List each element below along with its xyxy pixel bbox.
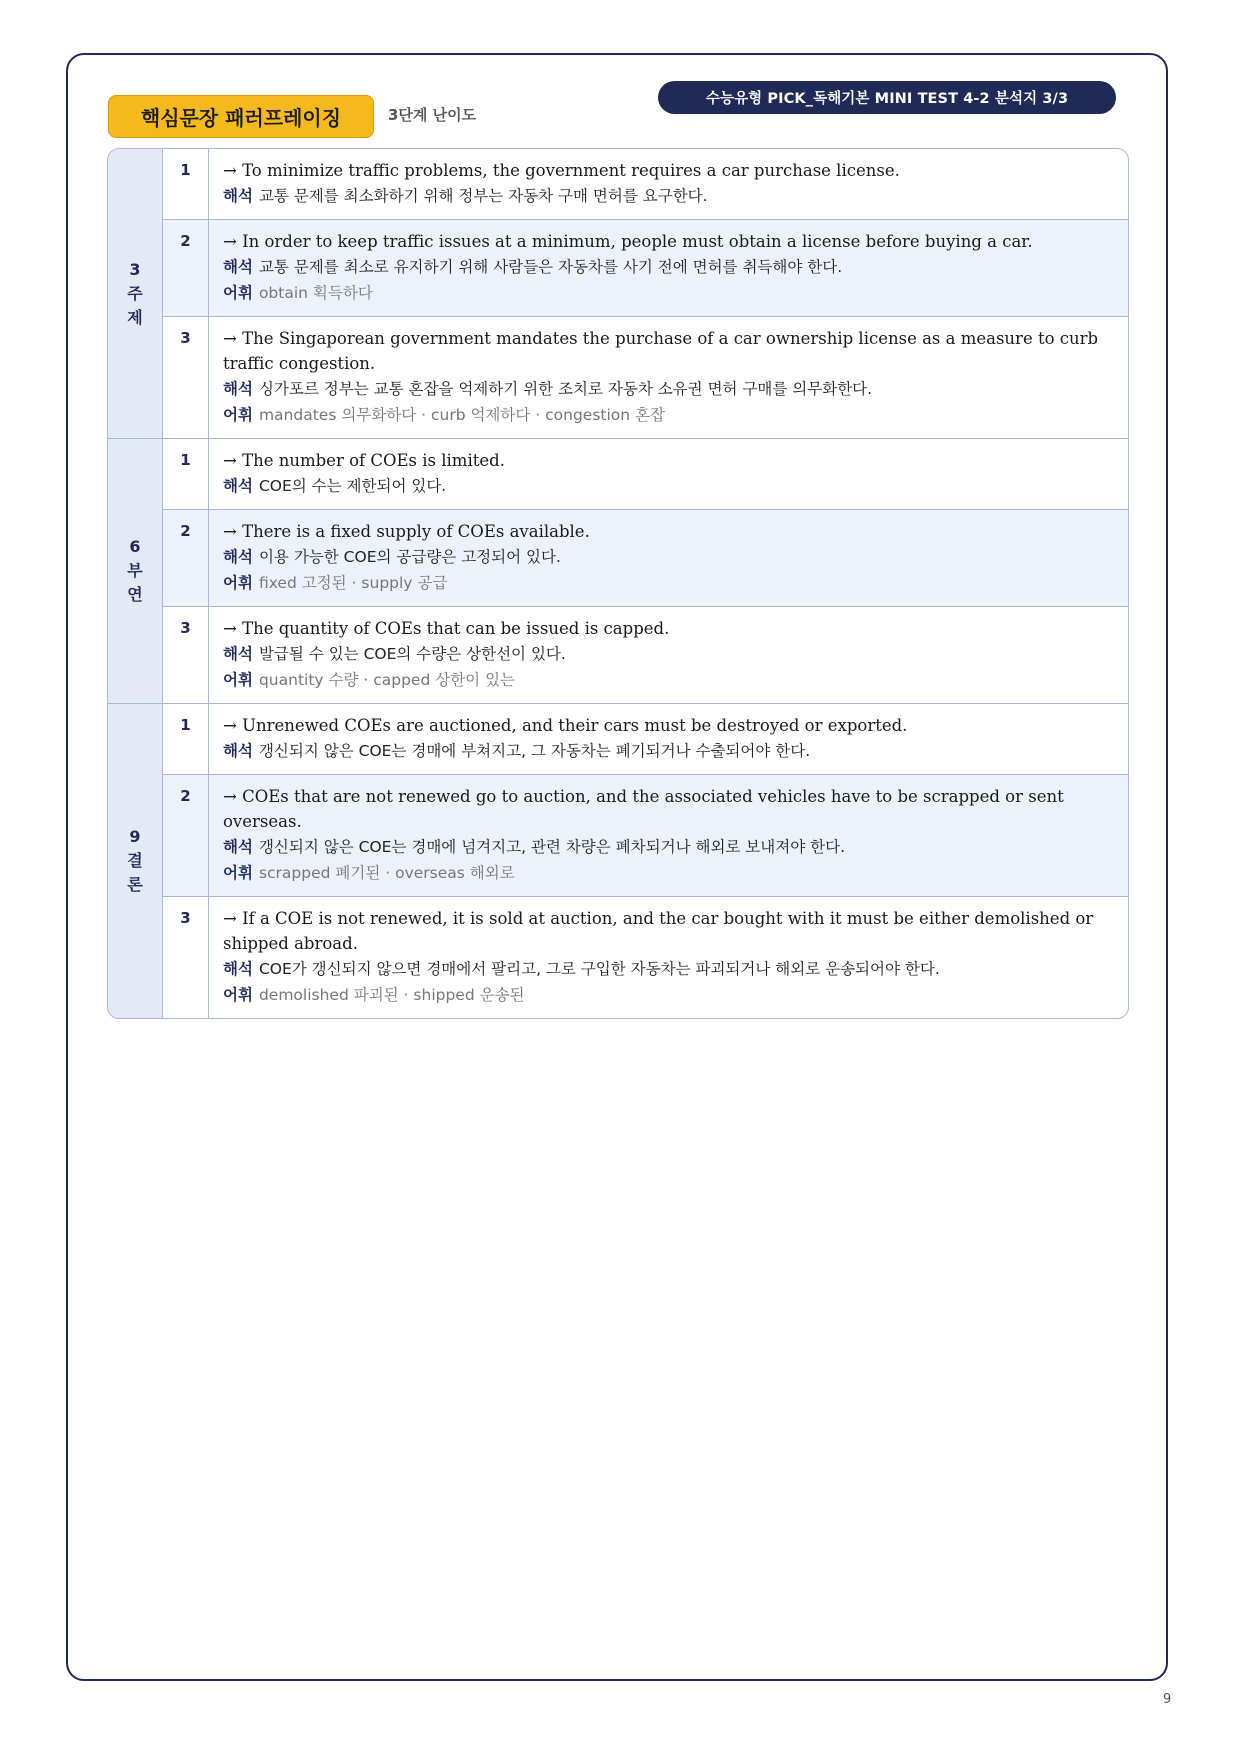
- translation-text: COE가 갱신되지 않으면 경매에서 팔리고, 그로 구입한 자동차는 파괴되거나 해외로 운송되어야 한다.: [258, 960, 940, 978]
- paraphrase-row: [163, 220, 1128, 317]
- paraphrase-row: [163, 897, 1128, 1018]
- vocab-line: [223, 280, 1114, 306]
- translation-label: 해석: [223, 742, 253, 760]
- english-sentence: → If a COE is not renewed, it is sold at auction, and the car bought with it must be either demolished or shipped abroad.: [223, 909, 1094, 953]
- translation-label: 해석: [223, 477, 253, 495]
- row-content: [209, 317, 1128, 438]
- row-content: [209, 775, 1128, 896]
- korean-translation: [223, 254, 1114, 280]
- row-number: 1: [163, 704, 209, 774]
- row-number: 2: [163, 220, 209, 316]
- section-label: [108, 149, 163, 438]
- vocab-text: obtain 획득하다: [258, 284, 373, 302]
- row-content: [209, 897, 1128, 1018]
- section-label-char: 론: [127, 875, 143, 894]
- vocab-line: [223, 982, 1114, 1008]
- english-sentence: → The quantity of COEs that can be issued is capped.: [223, 619, 670, 638]
- english-sentence: → The Singaporean government mandates the purchase of a car ownership license as a measure to curb traffic congestion.: [223, 329, 1099, 373]
- translation-label: 해석: [223, 380, 253, 398]
- korean-translation: [223, 473, 1114, 499]
- translation-text: 교통 문제를 최소로 유지하기 위해 사람들은 자동차를 사기 전에 면허를 취득해야 한다.: [258, 258, 843, 276]
- vocab-line: [223, 667, 1114, 693]
- translation-text: 교통 문제를 최소화하기 위해 정부는 자동차 구매 면허를 요구한다.: [258, 187, 708, 205]
- korean-translation: [223, 641, 1114, 667]
- row-number: 3: [163, 897, 209, 1018]
- row-content: [209, 704, 1128, 774]
- section-group: [108, 704, 1128, 1018]
- section-label: [108, 439, 163, 703]
- vocab-label: 어휘: [223, 406, 253, 424]
- section-label-char: 제: [127, 307, 143, 327]
- english-sentence: → The number of COEs is limited.: [223, 451, 505, 470]
- section-label-char: 결: [127, 851, 143, 870]
- paraphrase-row: [163, 439, 1128, 510]
- header-title: 수능유형 PICK_독해기본 MINI TEST 4-2 분석지 3/3: [658, 81, 1116, 114]
- translation-text: 발급될 수 있는 COE의 수량은 상한선이 있다.: [258, 645, 566, 663]
- row-number: 2: [163, 775, 209, 896]
- translation-label: 해석: [223, 258, 253, 276]
- translation-label: 해석: [223, 645, 253, 663]
- row-number: 1: [163, 439, 209, 509]
- row-content: [209, 149, 1128, 219]
- english-sentence: → There is a fixed supply of COEs available.: [223, 522, 590, 541]
- english-sentence: → To minimize traffic problems, the government requires a car purchase license.: [223, 161, 900, 180]
- translation-text: 갱신되지 않은 COE는 경매에 부쳐지고, 그 자동차는 폐기되거나 수출되어야 한다.: [258, 742, 811, 760]
- korean-translation: [223, 183, 1114, 209]
- row-content: [209, 439, 1128, 509]
- row-content: [209, 220, 1128, 316]
- vocab-line: [223, 402, 1114, 428]
- translation-label: 해석: [223, 960, 253, 978]
- vocab-label: 어휘: [223, 864, 253, 882]
- section-group: [108, 439, 1128, 704]
- vocab-text: fixed 고정된 · supply 공급: [258, 574, 448, 592]
- translation-label: 해석: [223, 548, 253, 566]
- section-label-char: 3: [129, 259, 141, 279]
- page-number: 9: [1163, 1692, 1172, 1707]
- section-label-char: 연: [127, 585, 143, 604]
- vocab-text: quantity 수량 · capped 상한이 있는: [258, 671, 516, 689]
- korean-translation: [223, 956, 1114, 982]
- section-label-char: 부: [127, 561, 143, 580]
- row-number: 3: [163, 317, 209, 438]
- korean-translation: [223, 544, 1114, 570]
- vocab-line: [223, 570, 1114, 596]
- vocab-label: 어휘: [223, 574, 253, 592]
- paraphrase-row: [163, 149, 1128, 220]
- row-number: 3: [163, 607, 209, 703]
- row-number: 2: [163, 510, 209, 606]
- translation-text: COE의 수는 제한되어 있다.: [258, 477, 447, 495]
- english-sentence: → In order to keep traffic issues at a minimum, people must obtain a license before buying a car.: [223, 232, 1033, 251]
- korean-translation: [223, 376, 1114, 402]
- english-sentence: → COEs that are not renewed go to auction, and the associated vehicles have to be scrapped or sent overseas.: [223, 787, 1064, 831]
- section-badge: 핵심문장 패러프레이징: [108, 95, 374, 138]
- korean-translation: [223, 738, 1114, 764]
- paraphrase-row: [163, 510, 1128, 607]
- korean-translation: [223, 834, 1114, 860]
- section-label-char: 주: [127, 283, 143, 303]
- vocab-line: [223, 860, 1114, 886]
- paraphrase-row: [163, 607, 1128, 703]
- vocab-text: demolished 파괴된 · shipped 운송된: [258, 986, 525, 1004]
- paraphrase-row: [163, 775, 1128, 897]
- translation-label: 해석: [223, 187, 253, 205]
- section-group: [108, 149, 1128, 439]
- paraphrase-row: [163, 704, 1128, 775]
- row-content: [209, 510, 1128, 606]
- paraphrase-table: [107, 148, 1129, 1019]
- english-sentence: → Unrenewed COEs are auctioned, and their cars must be destroyed or exported.: [223, 716, 908, 735]
- translation-text: 싱가포르 정부는 교통 혼잡을 억제하기 위한 조치로 자동차 소유권 면허 구매를 의무화한다.: [258, 380, 873, 398]
- row-number: 1: [163, 149, 209, 219]
- translation-label: 해석: [223, 838, 253, 856]
- section-label-char: 9: [129, 827, 141, 846]
- vocab-label: 어휘: [223, 284, 253, 302]
- vocab-label: 어휘: [223, 671, 253, 689]
- translation-text: 갱신되지 않은 COE는 경매에 넘겨지고, 관련 차량은 폐차되거나 해외로 보내져야 한다.: [258, 838, 846, 856]
- vocab-label: 어휘: [223, 986, 253, 1004]
- vocab-text: mandates 의무화하다 · curb 억제하다 · congestion 혼잡: [258, 406, 665, 424]
- paraphrase-row: [163, 317, 1128, 438]
- translation-text: 이용 가능한 COE의 공급량은 고정되어 있다.: [258, 548, 561, 566]
- difficulty-label: 3단계 난이도: [388, 106, 477, 124]
- section-label-char: 6: [129, 537, 141, 556]
- vocab-text: scrapped 폐기된 · overseas 해외로: [258, 864, 515, 882]
- row-content: [209, 607, 1128, 703]
- section-label: [108, 704, 163, 1018]
